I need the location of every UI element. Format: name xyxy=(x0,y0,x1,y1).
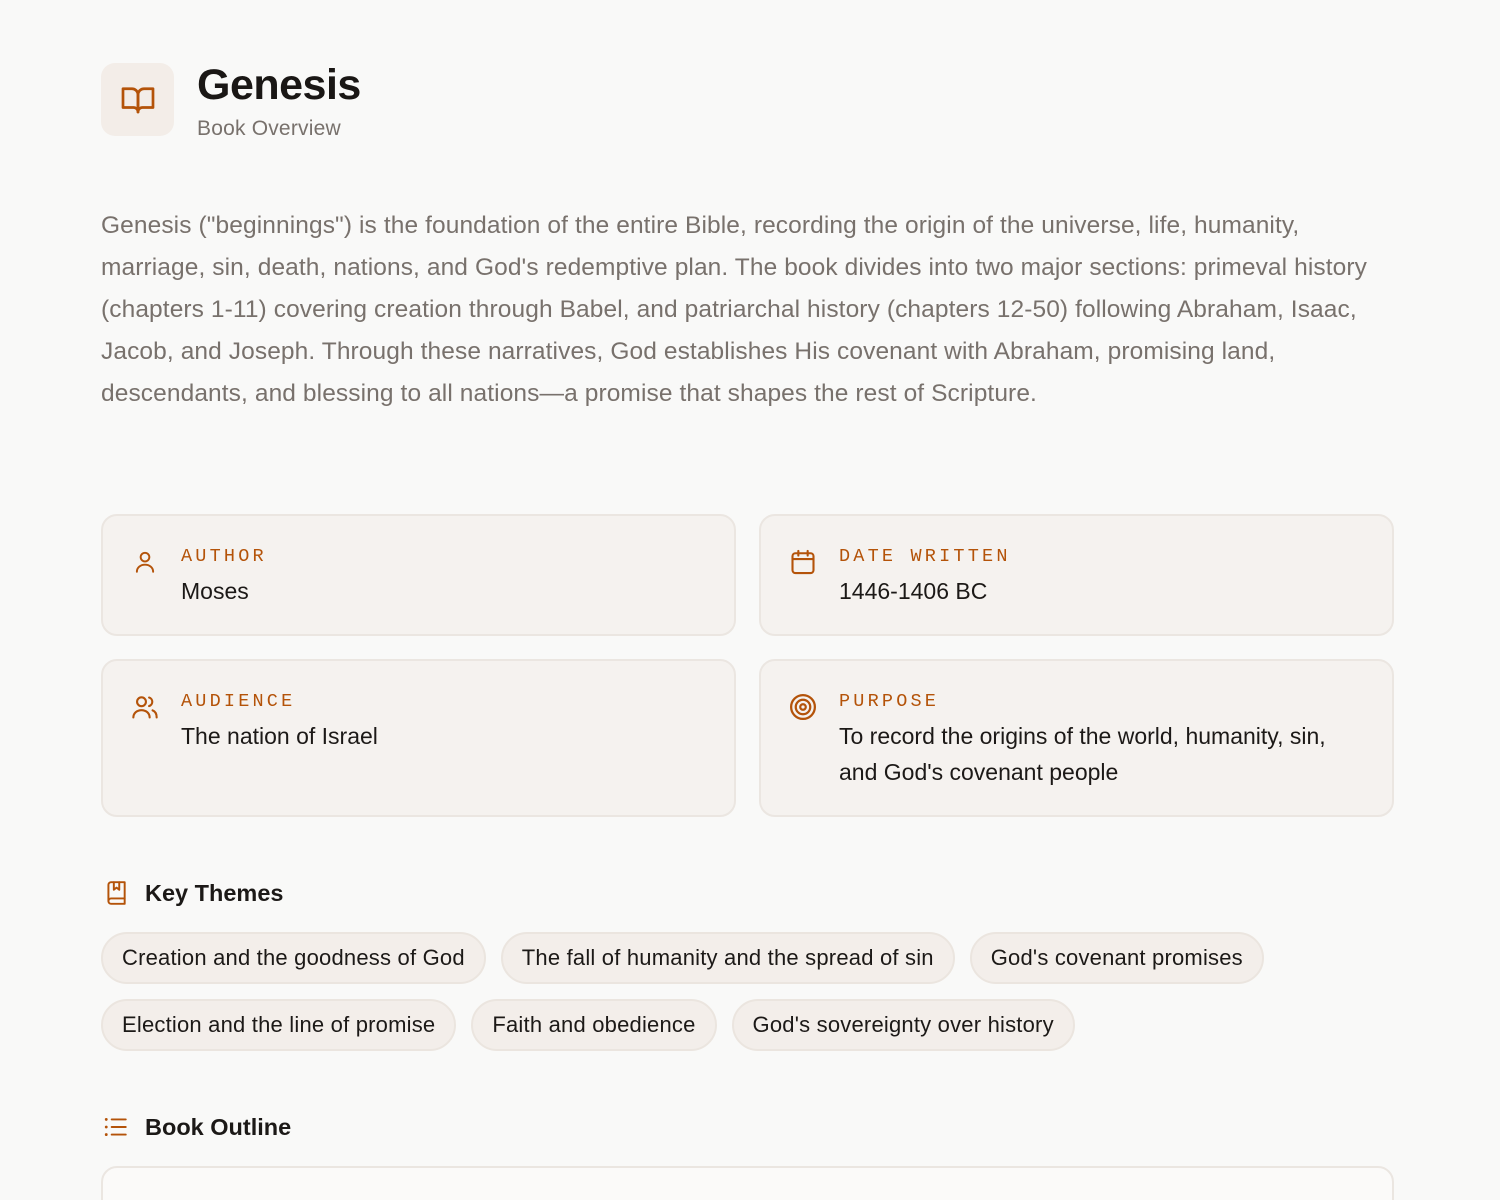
theme-chip: Creation and the goodness of God xyxy=(101,932,486,984)
calendar-icon xyxy=(787,546,819,578)
author-content xyxy=(181,544,267,634)
date-content xyxy=(839,544,1011,634)
page-header xyxy=(101,63,361,141)
audience-content xyxy=(181,689,378,815)
book-summary: Genesis ("beginnings") is the foundation of the entire Bible, recording the origin of the universe, life, humanity, marriage, sin, death, nations, and God's redemptive plan. The book divides into two major sections: primeval history (chapters 1-11) covering creation through Babel, and patriarchal history (chapters 12-50) following Abraham, Isaac, Jacob, and Joseph. Through these narratives, God establishes His covenant with Abraham, promising land, descendants, and blessing to all nations—a promise that shapes the rest of Scripture. xyxy=(101,212,1367,407)
theme-chip: God's sovereignty over history xyxy=(732,999,1075,1051)
audience-label: AUDIENCE xyxy=(181,691,296,712)
author-label: AUTHOR xyxy=(181,546,267,567)
list-icon xyxy=(101,1112,131,1142)
bookmark-book-icon xyxy=(101,878,131,908)
book-outline-title: Book Outline xyxy=(145,1113,292,1140)
themes-row xyxy=(101,932,1401,984)
audience-card xyxy=(101,659,736,817)
theme-chip: Faith and obedience xyxy=(471,999,716,1051)
page-subtitle: Book Overview xyxy=(197,117,341,140)
book-outline-heading xyxy=(101,1112,291,1142)
users-icon xyxy=(129,691,161,723)
key-themes-title: Key Themes xyxy=(145,879,284,906)
book-facts-grid xyxy=(101,514,1394,817)
author-card xyxy=(101,514,736,636)
theme-chip: Election and the line of promise xyxy=(101,999,456,1051)
purpose-value: To record the origins of the world, humanity, sin, and God's covenant people xyxy=(839,723,1326,785)
theme-chip: God's covenant promises xyxy=(970,932,1264,984)
open-book-icon xyxy=(101,63,174,136)
purpose-label: PURPOSE xyxy=(839,691,940,712)
date-value: 1446-1406 BC xyxy=(839,578,988,604)
themes-row xyxy=(101,999,1401,1051)
theme-chip: The fall of humanity and the spread of sin xyxy=(501,932,955,984)
title-block xyxy=(197,63,361,141)
themes-list xyxy=(101,932,1401,1066)
book-outline-panel xyxy=(101,1166,1394,1200)
date-card xyxy=(759,514,1394,636)
target-icon xyxy=(787,691,819,723)
page-title: Genesis xyxy=(197,61,361,109)
author-value: Moses xyxy=(181,578,249,604)
purpose-card xyxy=(759,659,1394,817)
date-label: DATE WRITTEN xyxy=(839,546,1011,567)
user-icon xyxy=(129,546,161,578)
key-themes-heading xyxy=(101,878,283,908)
audience-value: The nation of Israel xyxy=(181,723,378,749)
purpose-content xyxy=(839,689,1359,815)
